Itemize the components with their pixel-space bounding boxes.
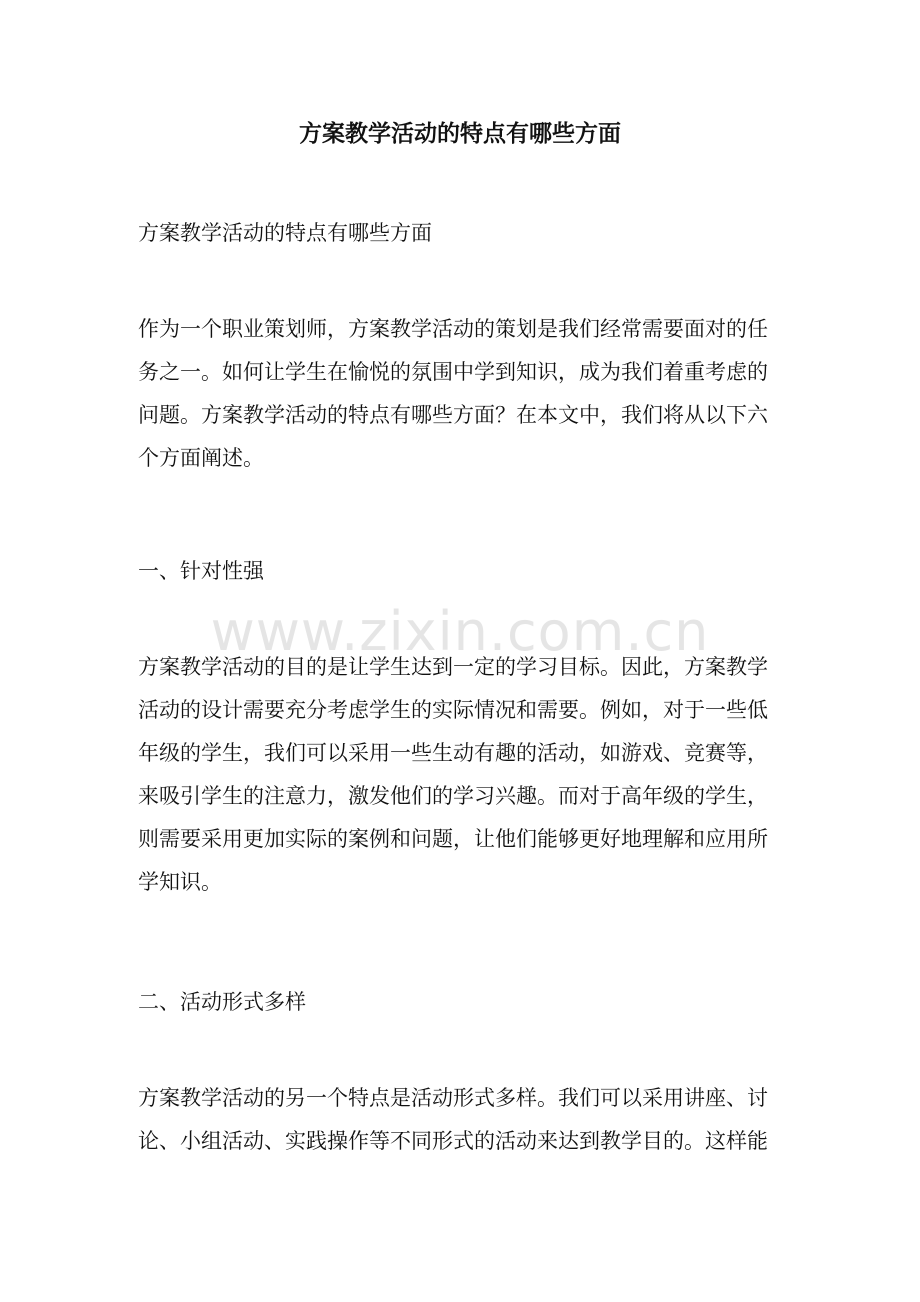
- paragraph-line: 则需要采用更加实际的案例和问题，让他们能够更好地理解和应用所: [138, 827, 768, 851]
- intro-line: 个方面阐述。: [138, 446, 264, 470]
- intro-line: 务之一。如何让学生在愉悦的氛围中学到知识，成为我们着重考虑的: [138, 360, 768, 384]
- section-heading-2: 二、活动形式多样: [138, 990, 306, 1014]
- paragraph-line: 年级的学生，我们可以采用一些生动有趣的活动，如游戏、竞赛等，: [138, 741, 768, 765]
- document-title: 方案教学活动的特点有哪些方面: [299, 120, 621, 147]
- paragraph-line: 活动的设计需要充分考虑学生的实际情况和需要。例如，对于一些低: [138, 698, 768, 722]
- section-heading-1: 一、针对性强: [138, 559, 264, 583]
- document-subtitle: 方案教学活动的特点有哪些方面: [138, 221, 432, 245]
- intro-line: 作为一个职业策划师，方案教学活动的策划是我们经常需要面对的任: [138, 317, 768, 341]
- paragraph-line: 方案教学活动的目的是让学生达到一定的学习目标。因此，方案教学: [138, 655, 768, 679]
- intro-line: 问题。方案教学活动的特点有哪些方面？在本文中，我们将从以下六: [138, 403, 768, 427]
- section-2-paragraph: [138, 1077, 798, 1163]
- watermark: www.zixin.com.cn: [210, 600, 710, 663]
- paragraph-line: 方案教学活动的另一个特点是活动形式多样。我们可以采用讲座、讨: [138, 1086, 768, 1110]
- paragraph-line: 学知识。: [138, 870, 222, 894]
- paragraph-line: 论、小组活动、实践操作等不同形式的活动来达到教学目的。这样能: [138, 1129, 768, 1153]
- paragraph-line: 来吸引学生的注意力，激发他们的学习兴趣。而对于高年级的学生，: [138, 784, 768, 808]
- section-1-paragraph: [138, 646, 798, 904]
- intro-paragraph: [138, 308, 798, 480]
